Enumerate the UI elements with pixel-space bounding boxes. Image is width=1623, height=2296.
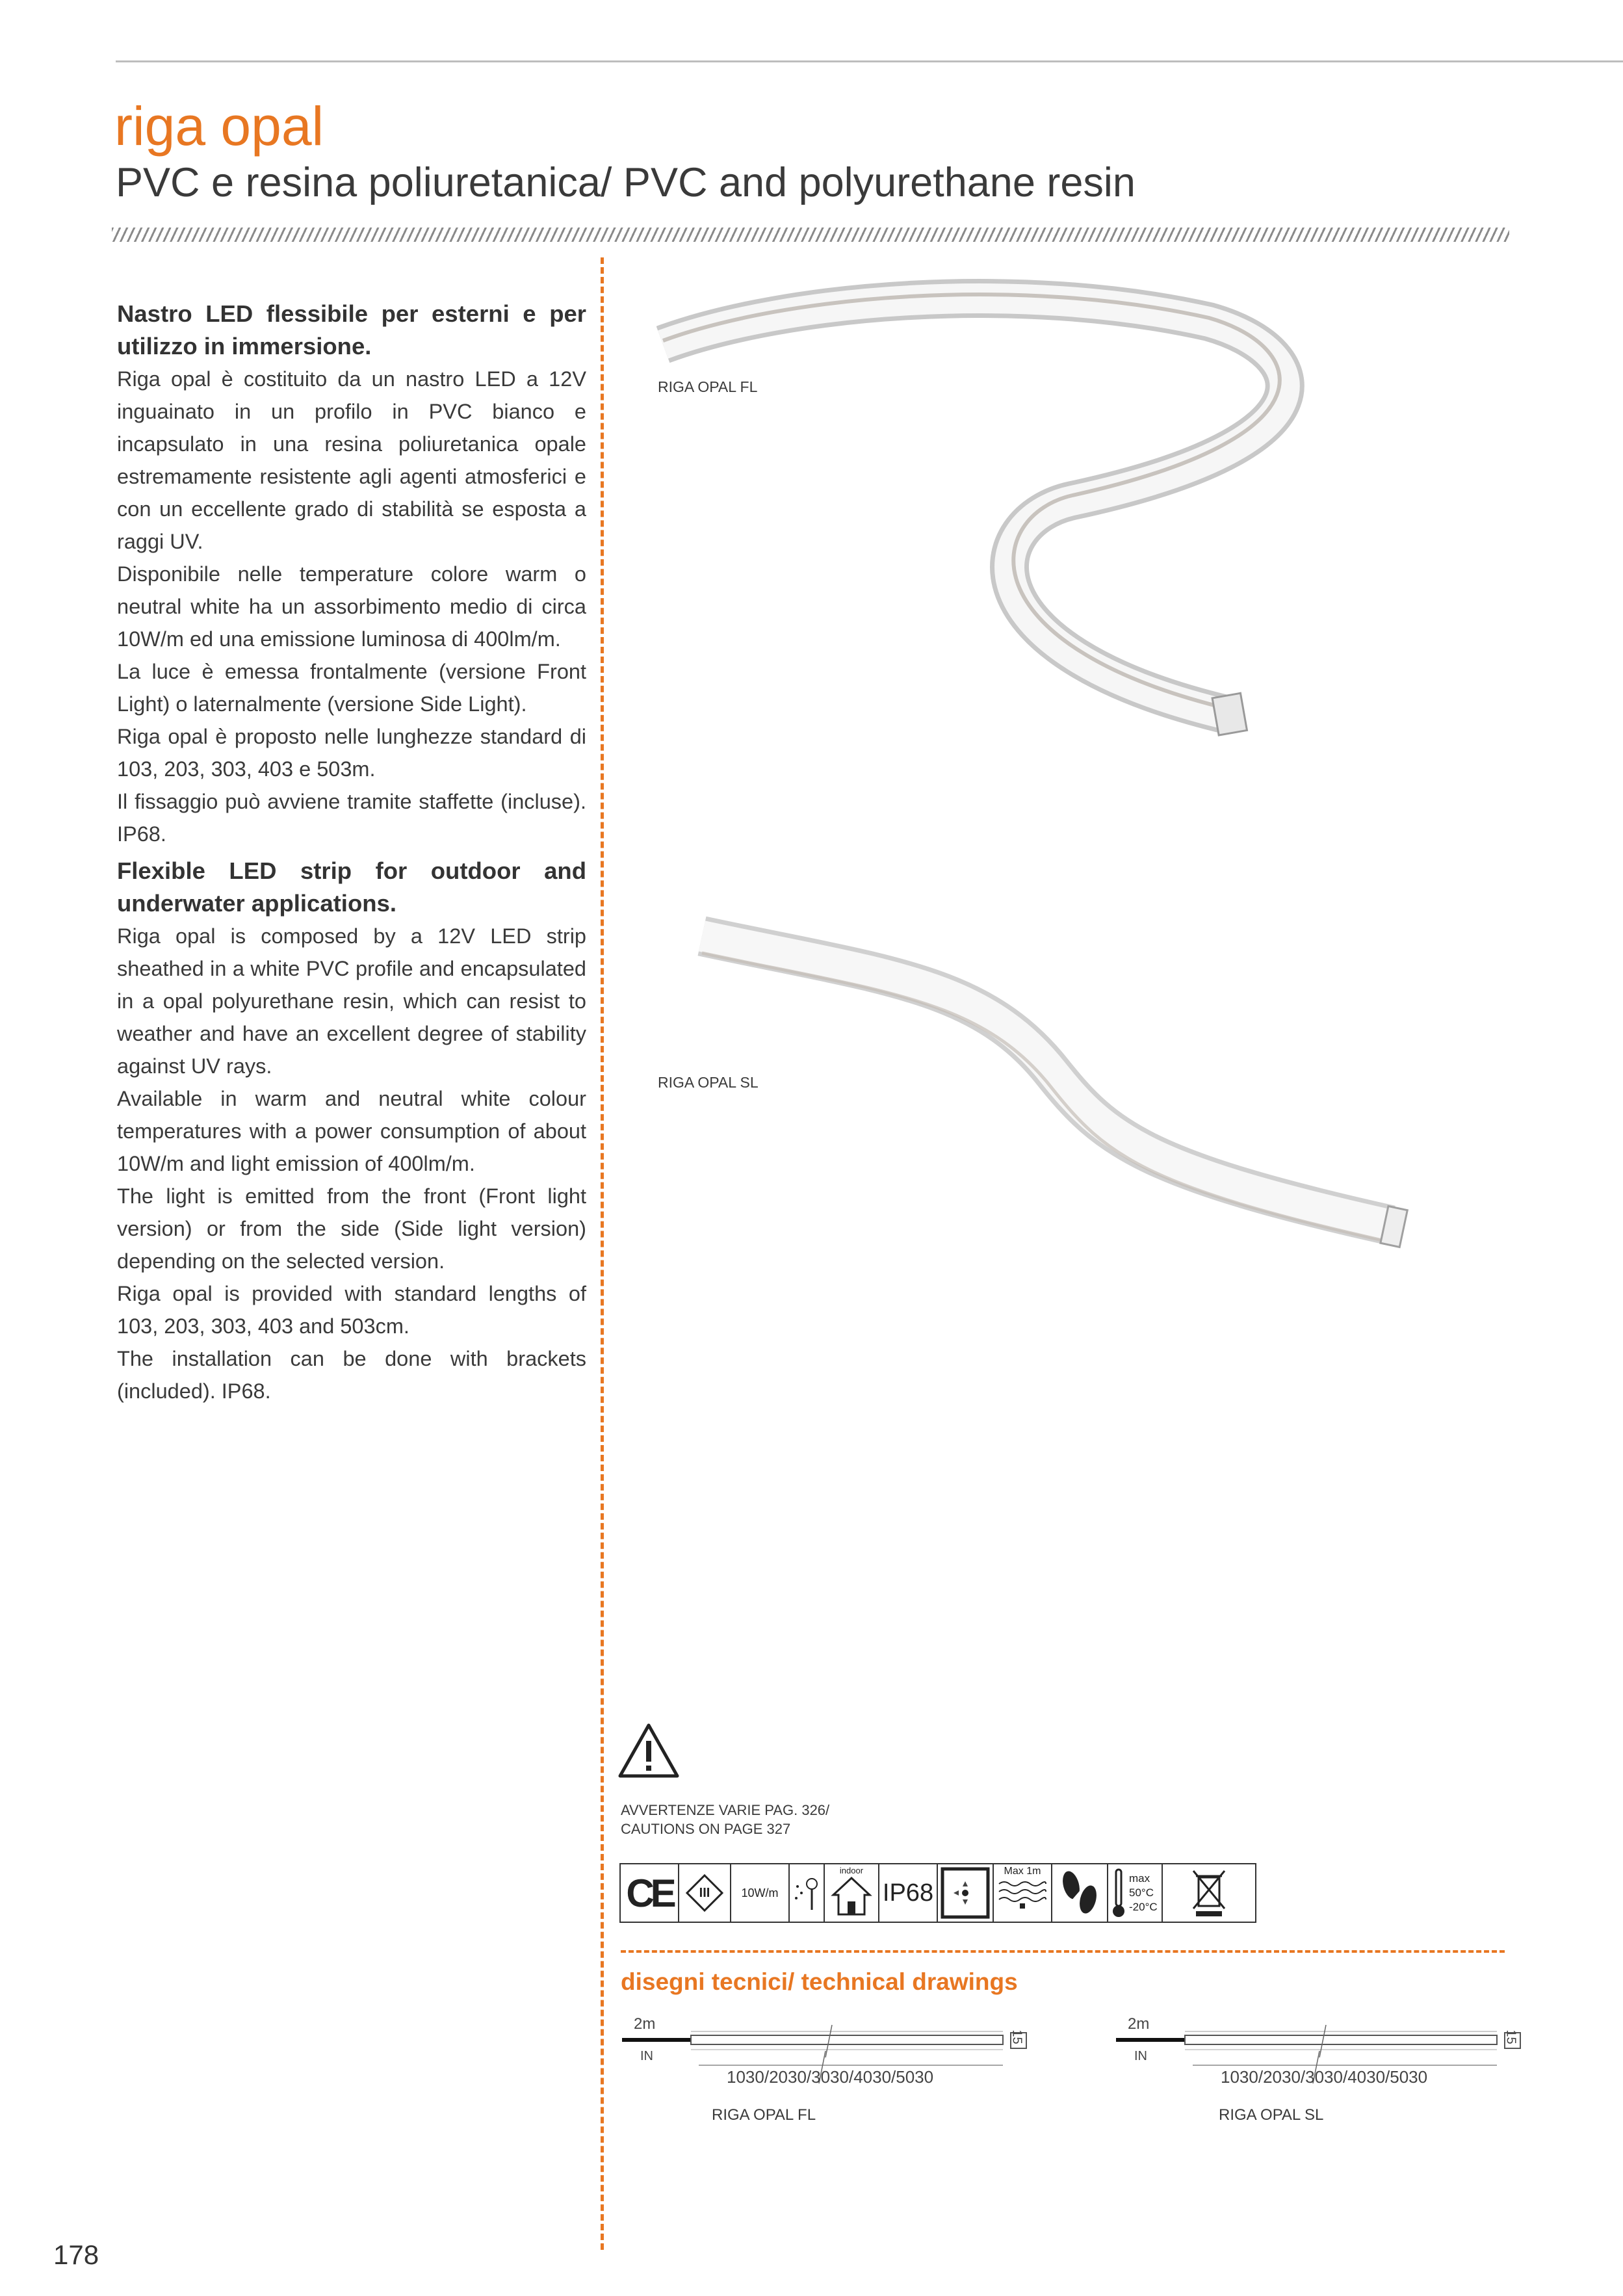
page-subtitle: PVC e resina poliuretanica/ PVC and polyurethane resin <box>116 160 1136 205</box>
technical-drawing-sl <box>1115 2012 1531 2103</box>
riga-opal-sl-label: RIGA OPAL SL <box>658 1074 759 1091</box>
top-rule <box>116 60 1623 62</box>
ip68-icon: IP68 <box>879 1864 938 1922</box>
temp-min: -20°C <box>1129 1901 1158 1913</box>
english-paragraph: The light is emitted from the front (Front light version) or from the side (Side light version) depending on the selected version. <box>117 1184 586 1273</box>
weee-icon <box>1163 1864 1255 1922</box>
outdoor-icon <box>790 1864 825 1922</box>
italian-paragraph: Riga opal è proposto nelle lunghezze standard di 103, 203, 303, 403 e 503m. <box>117 725 586 781</box>
page-title: riga opal <box>114 96 324 157</box>
technical-sl-label: RIGA OPAL SL <box>1219 2106 1324 2124</box>
light-direction-icon <box>938 1864 994 1922</box>
sl-cable-length: 2m <box>1128 2015 1150 2033</box>
walkable-icon <box>1052 1864 1108 1922</box>
technical-drawing-fl <box>621 2012 1037 2103</box>
class-iii-icon <box>679 1864 731 1922</box>
class-iii-label: III <box>699 1885 710 1900</box>
english-description <box>117 855 586 1407</box>
temperature-icon <box>1108 1864 1163 1922</box>
indoor-label: indoor <box>839 1866 864 1875</box>
technical-fl-label: RIGA OPAL FL <box>712 2106 816 2124</box>
fl-cable-length: 2m <box>634 2015 656 2033</box>
sl-lengths: 1030/2030/3030/4030/5030 <box>1221 2067 1428 2087</box>
italian-paragraph: Riga opal è costituito da un nastro LED a 12V inguainato in un profilo in PVC bianco e incapsulato in una resina poliuretanica opale estremamente resistente agli agenti atmosferici e con un eccellente grado di stabilità se esposta a raggi UV. <box>117 367 586 553</box>
english-heading: Flexible LED strip for outdoor and underwater applications. <box>117 857 586 917</box>
english-paragraph: Riga opal is composed by a 12V LED strip sheathed in a white PVC profile and encapsulated in a opal polyurethane resin, which can resist to weather and have an excellent degree of stability against UV rays. <box>117 924 586 1078</box>
immersion-depth-icon <box>994 1864 1052 1922</box>
page-number: 178 <box>53 2239 99 2270</box>
sl-height: 15 <box>1503 2029 1518 2044</box>
hatch-divider <box>112 228 1509 242</box>
italian-description <box>117 298 586 850</box>
technical-divider <box>621 1950 1505 1953</box>
temp-max: 50°C <box>1129 1886 1154 1899</box>
warnings-note <box>621 1801 829 1838</box>
italian-paragraph: Disponibile nelle temperature colore warm o neutral white ha un assorbimento medio di circa 10W/m ed una emissione luminosa di 400lm/m. <box>117 562 586 651</box>
english-paragraph: Riga opal is provided with standard lengths of 103, 203, 303, 403 and 503cm. <box>117 1282 586 1338</box>
depth-label: Max 1m <box>1004 1866 1041 1877</box>
riga-opal-fl-image <box>656 260 1436 767</box>
italian-paragraph: Il fissaggio può avviene tramite staffette (incluse). IP68. <box>117 790 586 846</box>
technical-drawings-title: disegni tecnici/ technical drawings <box>621 1968 1018 1995</box>
english-paragraph: Available in warm and neutral white colour temperatures with a power consumption of about 10W/m and light emission of 400lm/m. <box>117 1087 586 1175</box>
ce-mark-icon: CE <box>621 1864 679 1922</box>
temp-label: max <box>1129 1872 1150 1885</box>
fl-lengths: 1030/2030/3030/4030/5030 <box>727 2067 934 2087</box>
italian-paragraph: La luce è emessa frontalmente (versione Front Light) o laternalmente (versione Side Light). <box>117 660 586 716</box>
riga-opal-fl-label: RIGA OPAL FL <box>658 378 758 395</box>
fl-height: 15 <box>1009 2029 1024 2044</box>
sl-input-label: IN <box>1134 2049 1147 2063</box>
riga-opal-sl-image <box>689 897 1417 1274</box>
warning-icon <box>617 1723 680 1779</box>
power-icon: 10W/m <box>731 1864 790 1922</box>
warnings-line-it: AVVERTENZE VARIE PAG. 326/ <box>621 1802 830 1818</box>
fl-input-label: IN <box>640 2049 653 2063</box>
warnings-line-en: CAUTIONS ON PAGE 327 <box>621 1821 791 1837</box>
column-divider <box>601 257 604 2250</box>
indoor-icon <box>825 1864 879 1922</box>
certification-icons <box>619 1863 1256 1923</box>
italian-heading: Nastro LED flessibile per esterni e per utilizzo in immersione. <box>117 300 586 359</box>
english-paragraph: The installation can be done with brackets (included). IP68. <box>117 1347 586 1403</box>
